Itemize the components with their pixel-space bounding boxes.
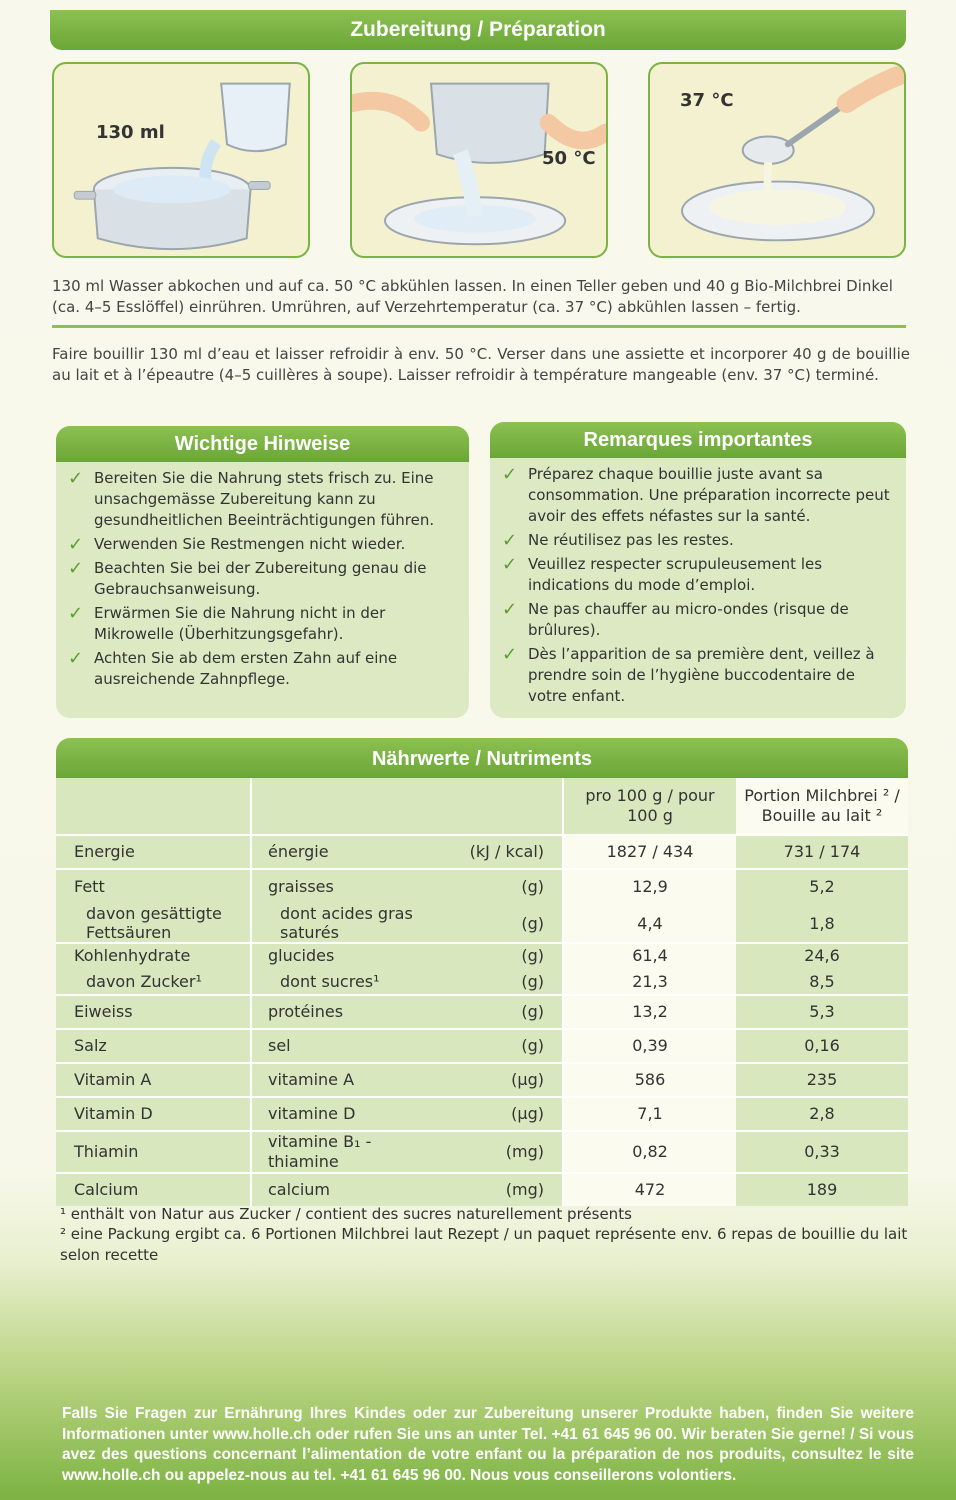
boiling-water-pot-icon — [54, 64, 308, 256]
list-item: ✓ Veuillez respecter scrupuleusement les indications du mode d’emploi. — [502, 554, 823, 594]
step-1-illustration — [52, 62, 310, 258]
preparation-text-de: 130 ml Wasser abkochen und auf ca. 50 °C abkühlen lassen. In einen Teller geben und 40 g Bio-Milchbrei Dinkel (ca. 4–5 Esslöffel) einrühren. Umrühren, auf Verzehrtemperatur (ca. 37 °C) abkühlen lassen – fertig. — [52, 277, 893, 316]
hints-fr-box — [490, 422, 906, 718]
step-1-volume: 130 ml — [96, 122, 165, 143]
table-row: Vitamin D vitamine D (µg) 7,1 2,8 — [56, 1096, 908, 1130]
check-icon: ✓ — [68, 468, 84, 489]
list-item: ✓ Dès l’apparition de sa première dent, veillez à prendre soin de l’hygiène buccodentaire de votre enfant. — [502, 644, 875, 705]
hints-de-title: Wichtige Hinweise — [56, 426, 469, 462]
list-item: ✓ Erwärmen Sie die Nahrung nicht in der Mikrowelle (Überhitzungsgefahr). — [68, 603, 386, 643]
step-2-temperature: 50 °C — [542, 148, 596, 169]
list-item: ✓ Préparez chaque bouillie juste avant sa consommation. Une préparation incorrecte peut avoir des effets néfastes sur la santé. — [502, 464, 890, 525]
footnote-1: ¹ enthält von Natur aus Zucker / contient des sucres naturellement présents — [60, 1205, 632, 1223]
table-row: Calcium calcium (mg) 472 189 — [56, 1172, 908, 1206]
table-row: Eiweiss protéines (g) 13,2 5,3 — [56, 994, 908, 1028]
table-row: Thiamin vitamine B₁ - thiamine (mg) 0,82 0,33 — [56, 1130, 908, 1172]
step-3-illustration — [648, 62, 906, 258]
list-item: ✓ Verwenden Sie Restmengen nicht wieder. — [68, 534, 406, 555]
preparation-text-fr: Faire bouillir 130 ml d’eau et laisser refroidir à env. 50 °C. Verser dans une assiette et incorporer 40 g de bouillie au lait et à l’épeautre (4–5 cuillères à soupe). Laisser refroidir à température mangeable (env. 37 °C) terminé. — [52, 345, 910, 384]
check-icon: ✓ — [502, 644, 518, 665]
footnote-2: ² eine Packung ergibt ca. 6 Portionen Milchbrei laut Rezept / un paquet représente env. 6 repas de bouillie du lait selon recette — [60, 1225, 908, 1264]
table-row: davon Zucker¹ dont sucres¹ (g) 21,3 8,5 — [56, 968, 908, 994]
list-item: ✓ Achten Sie ab dem ersten Zahn auf eine ausreichende Zahnpflege. — [68, 648, 398, 688]
list-item: ✓ Beachten Sie bei der Zubereitung genau die Gebrauchsanweisung. — [68, 558, 427, 598]
table-row: davon gesättigte Fettsäuren dont acides gras saturés (g) 4,4 1,8 — [56, 904, 908, 942]
footer-contact-text: Falls Sie Fragen zur Ernährung Ihres Kindes oder zur Zubereitung unserer Produkte haben, finden Sie weitere Informationen unter www.holle.ch oder rufen Sie uns an unter Tel. +41 61 645 96 00. Wir beraten Sie gerne! / Si vous avez des questions concernant l’alimentation de votre enfant ou la préparation de nos produits, consultez le site www.holle.ch ou appelez-nous au tel. +41 61 645 96 00. Nous vous conseillerons volontiers. — [62, 1405, 914, 1484]
list-item: ✓ Ne réutilisez pas les restes. — [502, 530, 734, 551]
check-icon: ✓ — [502, 530, 518, 551]
check-icon: ✓ — [502, 599, 518, 620]
check-icon: ✓ — [68, 603, 84, 624]
table-row: Kohlenhydrate glucides (g) 61,4 24,6 — [56, 942, 908, 968]
divider — [52, 325, 906, 328]
column-header-portion: Portion Milchbrei ² / Bouille au lait ² — [736, 778, 908, 834]
table-header-row — [56, 778, 908, 834]
table-row: Energie énergie (kJ / kcal) 1827 / 434 731 / 174 — [56, 834, 908, 868]
column-header-per-100g: pro 100 g / pour 100 g — [564, 778, 736, 834]
step-2-illustration — [350, 62, 608, 258]
check-icon: ✓ — [502, 554, 518, 575]
table-row: Fett graisses (g) 12,9 5,2 — [56, 868, 908, 904]
table-row: Salz sel (g) 0,39 0,16 — [56, 1028, 908, 1062]
nutrition-header: Nährwerte / Nutriments — [56, 738, 908, 778]
list-item: ✓ Ne pas chauffer au micro-ondes (risque de brûlures). — [502, 599, 849, 639]
hints-fr-title: Remarques importantes — [490, 422, 906, 458]
list-item: ✓ Bereiten Sie die Nahrung stets frisch zu. Eine unsachgemässe Zubereitung kann zu gesundheitlichen Beeinträchtigungen führen. — [68, 468, 435, 529]
check-icon: ✓ — [68, 558, 84, 579]
hints-de-box — [56, 426, 469, 718]
nutrition-table — [56, 778, 908, 1206]
step-3-temperature: 37 °C — [680, 90, 734, 111]
check-icon: ✓ — [68, 648, 84, 669]
check-icon: ✓ — [68, 534, 84, 555]
table-row: Vitamin A vitamine A (µg) 586 235 — [56, 1062, 908, 1096]
check-icon: ✓ — [502, 464, 518, 485]
preparation-header: Zubereitung / Préparation — [50, 10, 906, 50]
